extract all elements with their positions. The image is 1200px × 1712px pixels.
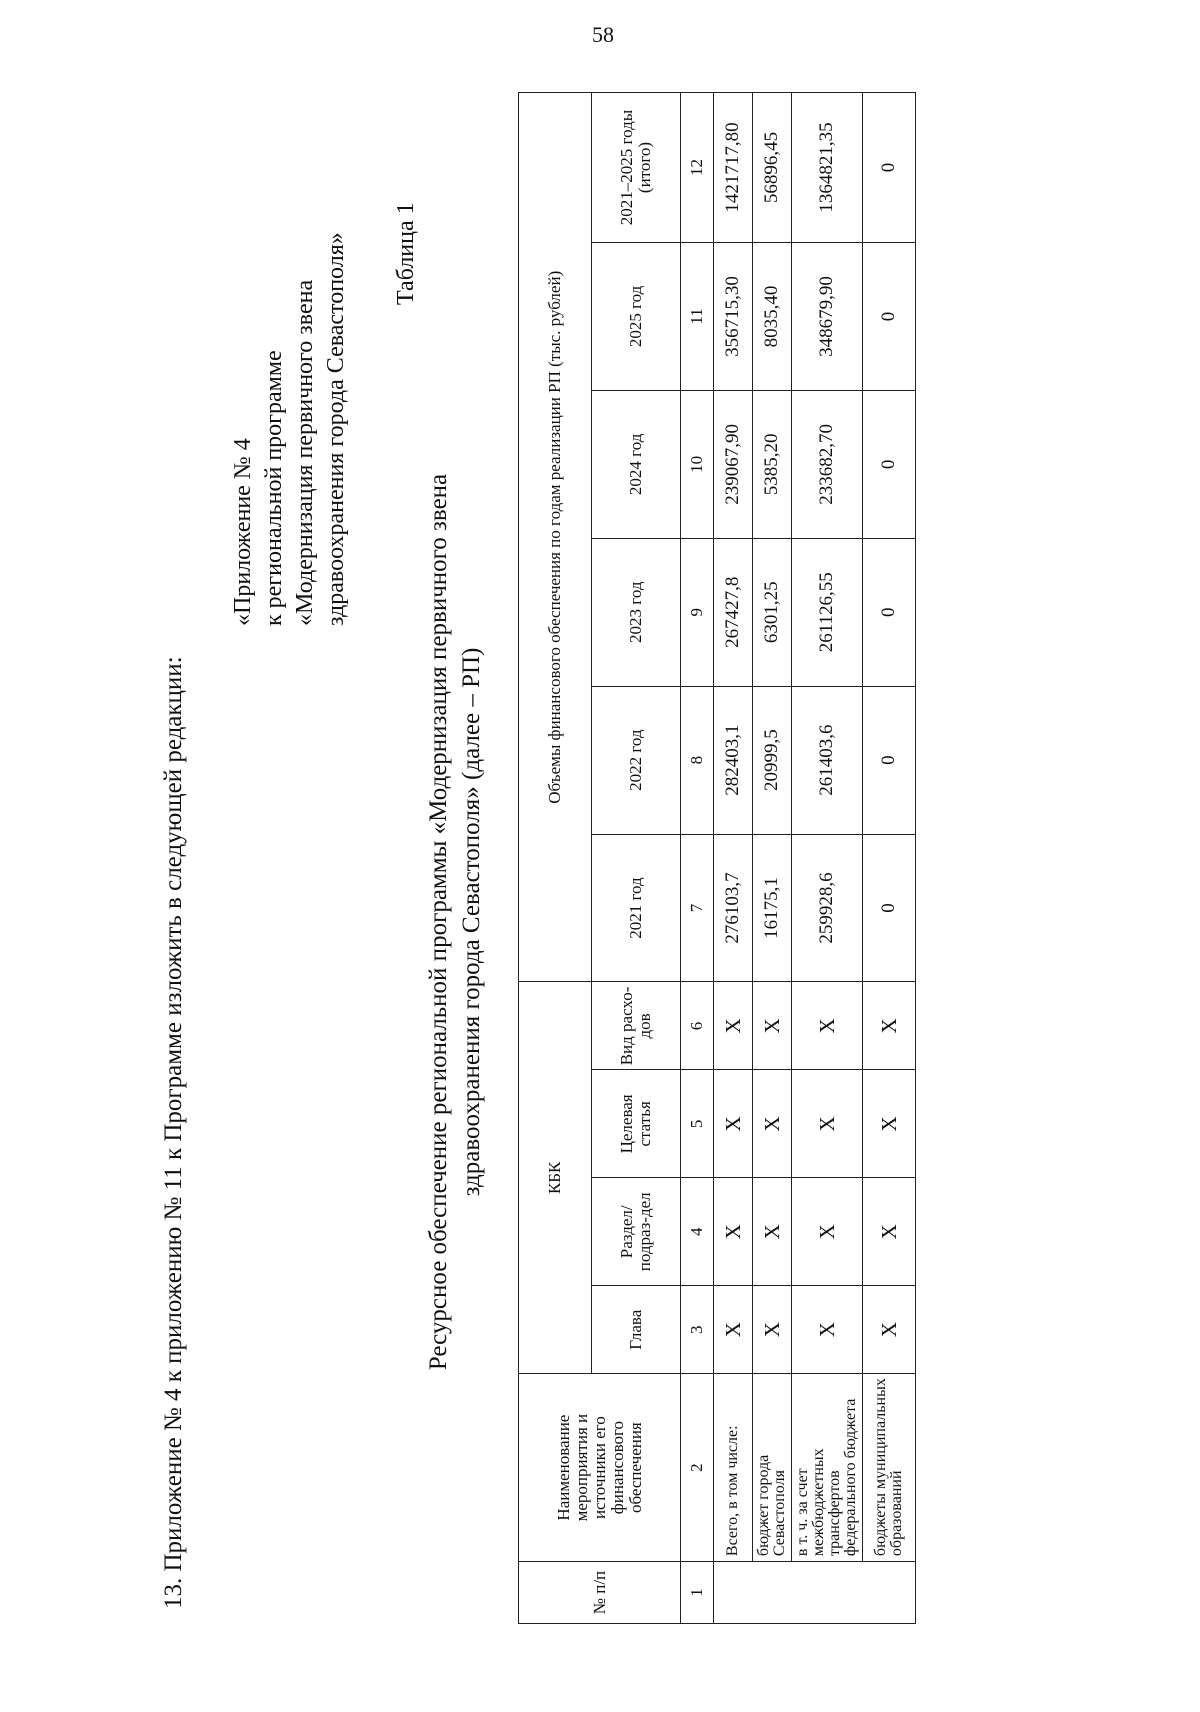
row-label: в т. ч. за счет межбюджетных трансфертов федерального бюджета — [792, 1374, 863, 1562]
kbk-cell: X — [792, 1178, 863, 1286]
value-cell: 16175,1 — [753, 834, 792, 982]
kbk-cell: X — [714, 1178, 753, 1286]
col-number: 10 — [681, 390, 714, 538]
value-cell: 348679,90 — [792, 242, 863, 390]
kbk-cell: X — [863, 1178, 916, 1286]
value-cell: 356715,30 — [714, 242, 753, 390]
header-year: 2021 год — [592, 834, 681, 982]
header-year: 2024 год — [592, 390, 681, 538]
kbk-cell: X — [714, 1070, 753, 1178]
value-cell: 239067,90 — [714, 390, 753, 538]
resource-title-line: здравоохранения города Севастополя» (далее – РП) — [458, 647, 485, 1197]
col-number: 9 — [681, 538, 714, 686]
value-cell: 1364821,35 — [792, 93, 863, 243]
col-number: 4 — [681, 1178, 714, 1286]
value-cell: 261403,6 — [792, 686, 863, 834]
value-cell: 56896,45 — [753, 93, 792, 243]
kbk-cell: X — [792, 982, 863, 1070]
header-name: Наименование мероприятия и источники его финансового обеспечения — [519, 1374, 681, 1562]
kbk-cell: X — [863, 982, 916, 1070]
kbk-cell: X — [714, 1286, 753, 1374]
header-row — [519, 93, 592, 1624]
value-cell: 259928,6 — [792, 834, 863, 982]
annex-line: «Приложение № 4 — [230, 438, 256, 626]
column-number-row — [681, 93, 714, 1624]
header-kbk: КБК — [519, 982, 592, 1374]
value-cell: 0 — [863, 834, 916, 982]
kbk-cell: X — [714, 982, 753, 1070]
table-row — [792, 93, 863, 1624]
table-row — [753, 93, 792, 1624]
value-cell: 0 — [863, 242, 916, 390]
kbk-cell: X — [753, 982, 792, 1070]
header-num: № п/п — [519, 1562, 681, 1624]
value-cell: 0 — [863, 93, 916, 243]
value-cell: 233682,70 — [792, 390, 863, 538]
value-cell: 282403,1 — [714, 686, 753, 834]
resource-table — [518, 92, 916, 1624]
col-number: 1 — [681, 1562, 714, 1624]
table-row — [714, 93, 753, 1624]
row-label: бюджет города Севастополя — [753, 1374, 792, 1562]
header-year: 2022 год — [592, 686, 681, 834]
kbk-cell: X — [753, 1286, 792, 1374]
annex-line: здравоохранения города Севастополя» — [323, 232, 349, 626]
header-year-total: 2021–2025 годы (итого) — [592, 93, 681, 243]
value-cell: 267427,8 — [714, 538, 753, 686]
col-number: 6 — [681, 982, 714, 1070]
value-cell: 5385,20 — [753, 390, 792, 538]
row-label: бюджеты муниципальных образований — [863, 1374, 916, 1562]
header-kbk-razdel: Раздел/ подраз-дел — [592, 1178, 681, 1286]
annex-line: «Модернизация первичного звена — [292, 279, 318, 626]
row-label: Всего, в том числе: — [714, 1374, 753, 1562]
table-number: Таблица 1 — [393, 202, 419, 305]
col-number: 12 — [681, 93, 714, 243]
value-cell: 276103,7 — [714, 834, 753, 982]
value-cell: 0 — [863, 686, 916, 834]
section-heading: 13. Приложение № 4 к приложению № 11 к Программе изложить в следующей редакции: — [160, 656, 187, 1609]
header-kbk-statya: Целевая статья — [592, 1070, 681, 1178]
value-cell: 20999,5 — [753, 686, 792, 834]
value-cell: 1421717,80 — [714, 93, 753, 243]
kbk-cell: X — [753, 1070, 792, 1178]
col-number: 8 — [681, 686, 714, 834]
table-row — [863, 93, 916, 1624]
page-number: 58 — [592, 22, 614, 47]
annex-reference — [228, 232, 352, 626]
value-cell: 0 — [863, 390, 916, 538]
col-number: 7 — [681, 834, 714, 982]
annex-line: к региональной программе — [261, 350, 287, 626]
header-year: 2025 год — [592, 242, 681, 390]
col-number: 2 — [681, 1374, 714, 1562]
resource-title — [422, 342, 488, 1502]
value-cell: 6301,25 — [753, 538, 792, 686]
kbk-cell: X — [753, 1178, 792, 1286]
value-cell: 0 — [863, 538, 916, 686]
col-number: 5 — [681, 1070, 714, 1178]
kbk-cell: X — [863, 1070, 916, 1178]
resource-title-line: Ресурсное обеспечение региональной программы «Модернизация первичного звена — [425, 473, 452, 1371]
kbk-cell: X — [863, 1286, 916, 1374]
col-number: 3 — [681, 1286, 714, 1374]
header-volumes: Объемы финансового обеспечения по годам реализации РП (тыс. рублей) — [519, 93, 592, 982]
kbk-cell: X — [792, 1070, 863, 1178]
header-kbk-vid: Вид расхо-дов — [592, 982, 681, 1070]
header-year: 2023 год — [592, 538, 681, 686]
kbk-cell: X — [792, 1286, 863, 1374]
value-cell: 8035,40 — [753, 242, 792, 390]
header-kbk-glava: Глава — [592, 1286, 681, 1374]
col-number: 11 — [681, 242, 714, 390]
value-cell: 261126,55 — [792, 538, 863, 686]
row-number-cell — [714, 1562, 916, 1624]
